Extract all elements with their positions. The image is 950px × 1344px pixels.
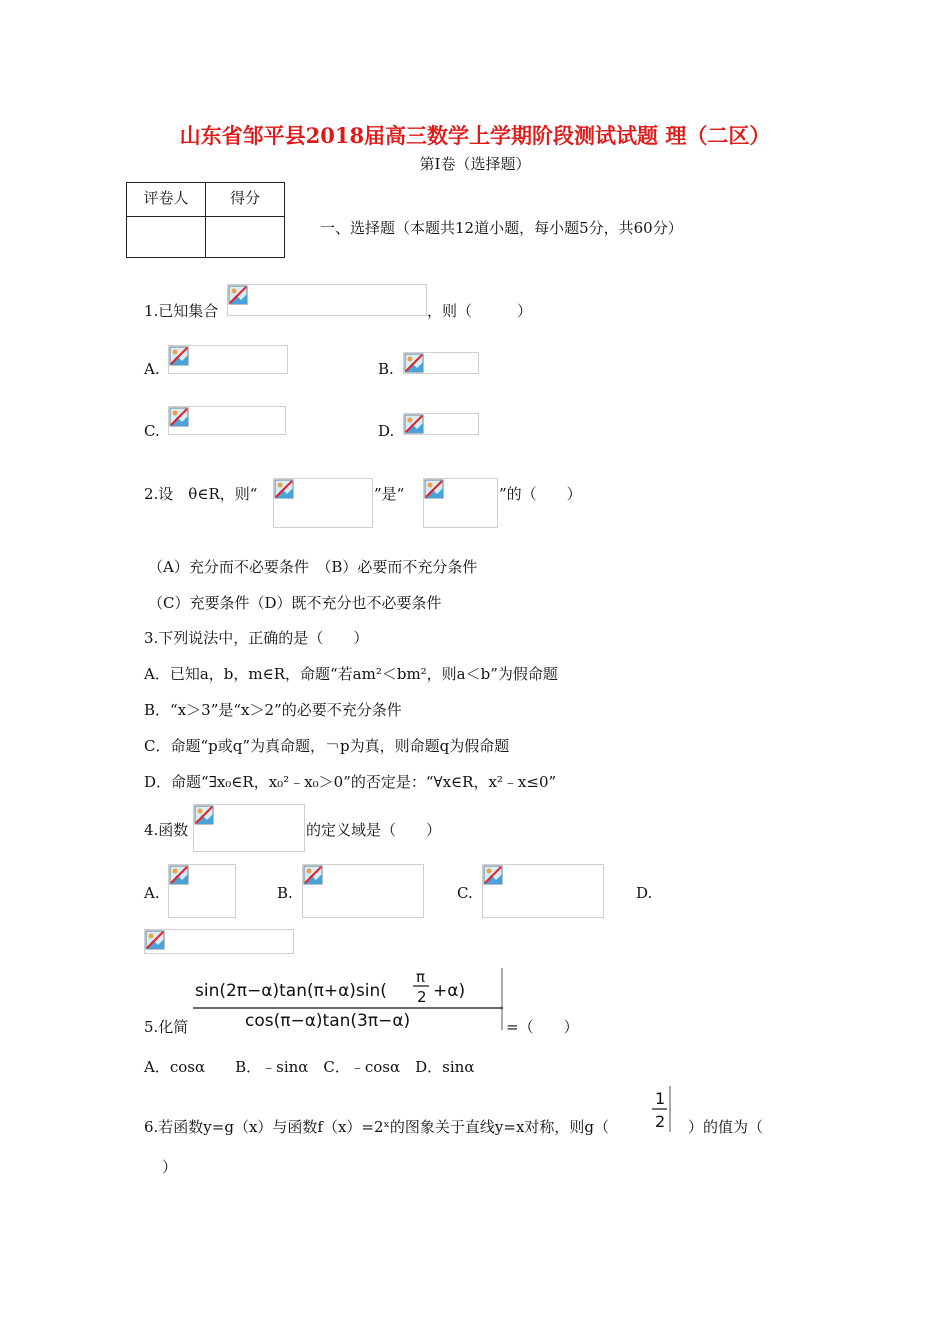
q3-option-d: D．命题“∃x₀∈R，x₀²﹣x₀＞0”的否定是：“∀x∈R，x²﹣x≤0”	[144, 773, 557, 791]
broken-image-icon	[228, 285, 248, 305]
broken-image-icon	[483, 865, 503, 885]
q6-line2: ）	[162, 1158, 178, 1176]
q1-option-a-label: A.	[144, 360, 160, 378]
q4-option-b-image	[302, 864, 424, 918]
broken-image-icon	[169, 346, 189, 366]
q4-function-image	[193, 804, 305, 852]
broken-image-icon	[424, 479, 444, 499]
q2-options-line1: （A）充分而不必要条件 （B）必要而不充分条件	[148, 558, 478, 576]
q6-text: 6.若函数y=g（x）与函数f（x）=2ˣ的图象关于直线y=x对称，则g（	[144, 1118, 610, 1136]
broken-image-icon	[145, 930, 165, 950]
section-heading: 一、选择题（本题共12道小题，每小题5分，共60分）	[320, 219, 683, 237]
q5-fraction-formula	[193, 968, 505, 1030]
q5-options: A．cosα B．﹣sinα C．﹣cosα D．sinα	[144, 1058, 475, 1076]
q6-suffix: ）的值为（	[688, 1118, 764, 1136]
q6-denominator: 2	[655, 1112, 666, 1131]
q4-option-c-label: C.	[457, 884, 473, 902]
page-subtitle: 第Ⅰ卷（选择题）	[419, 155, 531, 173]
page-title: 山东省邹平县2018届高三数学上学期阶段测试试题 理（二区）	[179, 123, 771, 148]
q1-option-c-image	[168, 406, 286, 435]
q1-option-d-label: D.	[378, 422, 395, 440]
q2-condition-image-2	[423, 478, 498, 528]
broken-image-icon	[169, 407, 189, 427]
broken-image-icon	[404, 414, 424, 434]
q2-condition-image-1	[273, 478, 373, 528]
broken-image-icon	[303, 865, 323, 885]
q1-prefix: 1.已知集合	[144, 302, 219, 320]
q1-set-image	[227, 284, 427, 316]
q3-option-a: A．已知a，b，m∈R，命题“若am²＜bm²，则a＜b”为假命题	[144, 665, 558, 683]
q4-option-a-label: A.	[144, 884, 160, 902]
grader-cell	[127, 217, 206, 258]
q5-suffix: =（ ）	[506, 1018, 579, 1036]
grader-header: 评卷人	[127, 183, 206, 217]
score-cell	[206, 217, 285, 258]
q3-option-b: B．“x＞3”是“x＞2”的必要不充分条件	[144, 701, 402, 719]
q2-mid: ”是“	[374, 485, 405, 503]
q5-denominator: cos(π−α)tan(3π−α)	[245, 1011, 411, 1030]
q4-suffix: 的定义域是（ ）	[306, 821, 442, 839]
q5-numerator-end: +α)	[433, 981, 466, 1001]
q4-option-b-label: B.	[277, 884, 293, 902]
q4-option-d-image	[144, 929, 294, 954]
grader-table	[126, 182, 285, 258]
q1-option-b-label: B.	[378, 360, 394, 378]
q5-two: 2	[417, 988, 427, 1006]
q4-option-d-label: D.	[636, 884, 653, 902]
q1-suffix: ，则（ ）	[427, 302, 533, 320]
q2-options-line2: （C）充要条件（D）既不充分也不必要条件	[148, 594, 442, 612]
q4-prefix: 4.函数	[144, 821, 189, 839]
q1-option-b-image	[403, 352, 479, 374]
broken-image-icon	[194, 805, 214, 825]
broken-image-icon	[404, 353, 424, 373]
score-header: 得分	[206, 183, 285, 217]
broken-image-icon	[169, 865, 189, 885]
q3-option-c: C．命题“p或q”为真命题，￢p为真，则命题q为假命题	[144, 737, 510, 755]
q4-option-c-image	[482, 864, 604, 918]
q1-option-c-label: C.	[144, 422, 160, 440]
q6-fraction	[650, 1086, 672, 1132]
q6-numerator: 1	[655, 1089, 666, 1108]
q4-option-a-image	[168, 864, 236, 918]
q5-numerator: sin(2π−α)tan(π+α)sin(	[195, 981, 387, 1001]
broken-image-icon	[274, 479, 294, 499]
q2-suffix: ”的（ ）	[499, 485, 582, 503]
q1-option-d-image	[403, 413, 479, 435]
q5-pi: π	[416, 968, 426, 986]
q1-option-a-image	[168, 345, 288, 374]
q5-prefix: 5.化简	[144, 1018, 189, 1036]
q2-prefix: 2.设 θ∈R，则“	[144, 485, 258, 503]
q3-stem: 3.下列说法中，正确的是（ ）	[144, 629, 369, 647]
